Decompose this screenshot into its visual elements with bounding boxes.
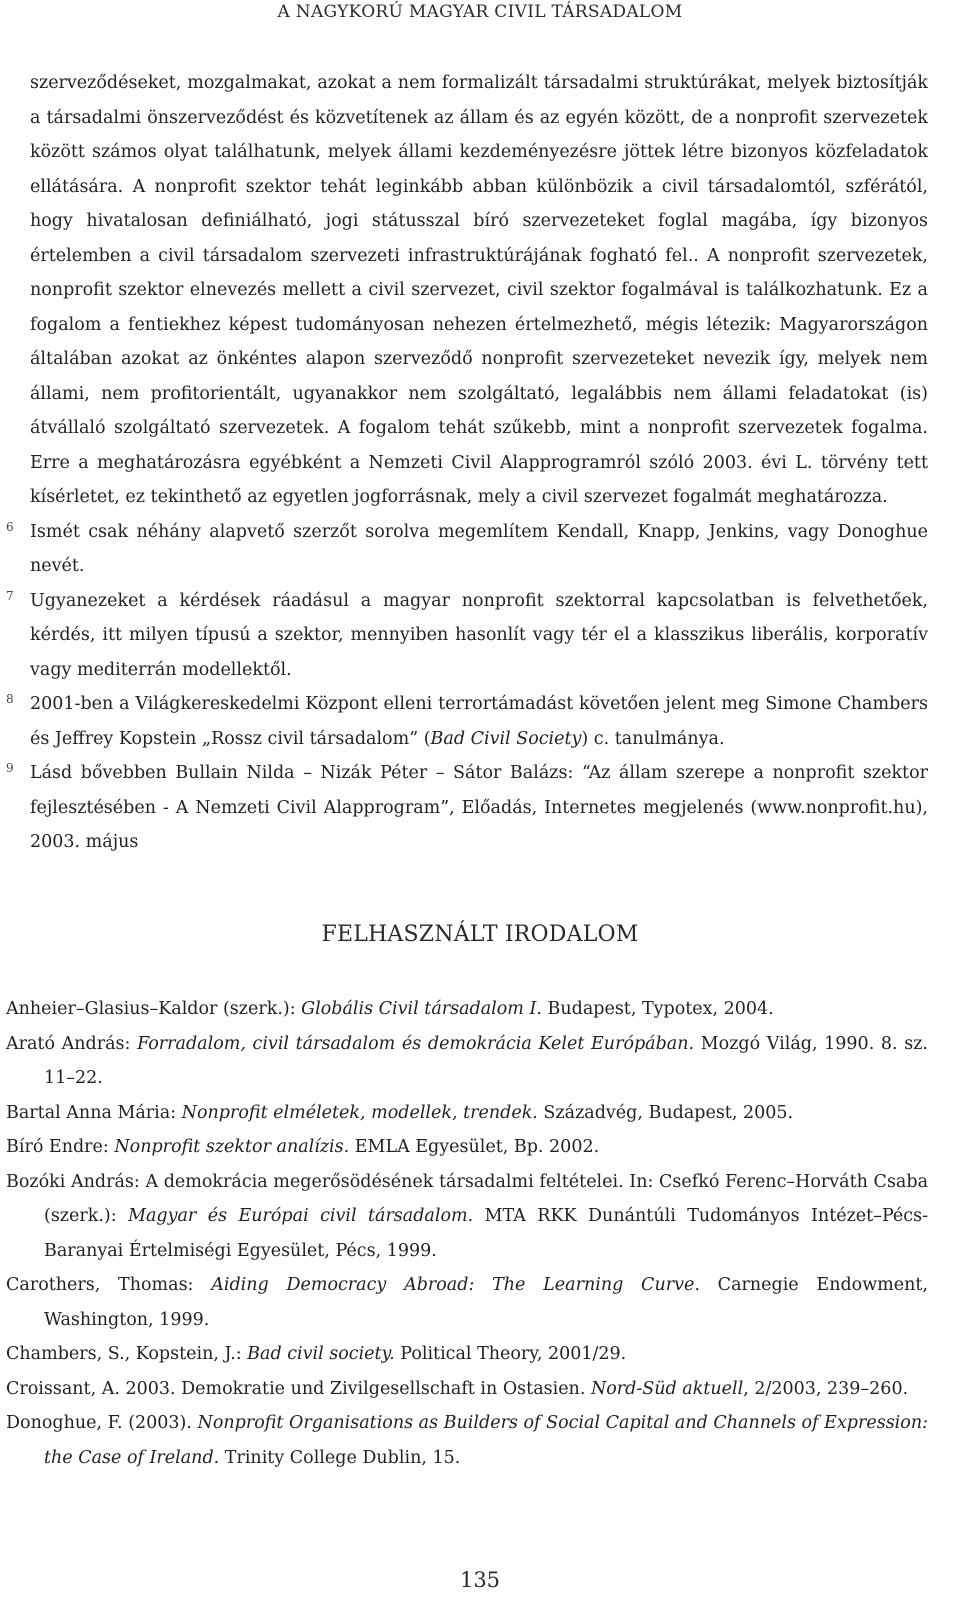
reference-details: Trinity College Dublin, 15. bbox=[219, 1447, 461, 1468]
section-title: FELHASZNÁLT IRODALOM bbox=[321, 922, 639, 947]
reference-item bbox=[6, 1337, 928, 1372]
reference-item bbox=[6, 1027, 928, 1096]
footnote-6 bbox=[6, 515, 928, 584]
footnote-number: 8 bbox=[6, 692, 14, 706]
reference-title: Nonprofit szektor analízis. bbox=[114, 1137, 350, 1157]
reference-item bbox=[6, 1165, 928, 1269]
reference-author: Bíró Endre: bbox=[6, 1137, 115, 1157]
footnote-number: 9 bbox=[6, 761, 14, 775]
reference-details: Carnegie Endowment, Washington, 1999. bbox=[44, 1275, 928, 1330]
reference-author: Anheier–Glasius–Kaldor (szerk.): bbox=[6, 999, 302, 1019]
reference-details: Political Theory, 2001/29. bbox=[394, 1344, 627, 1364]
running-head: A NAGYKORÚ MAGYAR CIVIL TÁRSADALOM bbox=[277, 2, 683, 22]
footnote-text: Lásd bővebben Bullain Nilda – Nizák Péter – Sátor Balázs: “Az állam szerepe a nonprofit szektor fejlesztésében - A Nemzeti Civil Alapprogram”, Előadás, Internetes megjelenés (www.nonprofit.hu), 2003. május bbox=[30, 763, 928, 852]
footnote-text: Ismét csak néhány alapvető szerzőt sorolva megemlítem Kendall, Knapp, Jenkins, vagy Donoghue nevét. bbox=[30, 521, 928, 576]
reference-item bbox=[6, 1096, 928, 1131]
reference-author: Chambers, S., Kopstein, J.: bbox=[6, 1344, 248, 1364]
reference-author: Croissant, A. 2003. Demokratie und Zivilgesellschaft in Ostasien. bbox=[6, 1378, 591, 1399]
footnote-9 bbox=[6, 756, 928, 860]
reference-item bbox=[6, 1406, 928, 1475]
footnote-number: 7 bbox=[6, 588, 14, 603]
reference-details: , 2/2003, 239–260. bbox=[743, 1378, 909, 1399]
reference-details: Mozgó Világ, 1990. 8. sz. 11–22. bbox=[44, 1033, 928, 1088]
reference-details: Századvég, Budapest, 2005. bbox=[537, 1102, 794, 1123]
reference-author: Donoghue, F. (2003). bbox=[6, 1413, 198, 1433]
reference-item bbox=[6, 1268, 928, 1337]
reference-author: Bozóki András: A demokrácia megerősödésének társadalmi feltételei. In: Csefkó Ferenc–Horváth Csaba (szerk.): bbox=[6, 1171, 928, 1226]
reference-title: Nonprofit elméletek, modellek, trendek. bbox=[181, 1102, 538, 1123]
reference-title: Bad civil society. bbox=[247, 1344, 395, 1364]
reference-author: Bartal Anna Mária: bbox=[6, 1102, 182, 1123]
footnote-italic-title: Bad Civil Society bbox=[430, 728, 582, 749]
reference-author: Arató András: bbox=[6, 1033, 138, 1054]
page-number: 135 bbox=[459, 1568, 501, 1592]
reference-title: Magyar és Európai civil társadalom. bbox=[128, 1206, 474, 1226]
reference-title: Aiding Democracy Abroad: The Learning Curve. bbox=[211, 1275, 700, 1295]
reference-title: Nord-Süd aktuell bbox=[590, 1378, 744, 1399]
reference-item bbox=[6, 992, 928, 1027]
reference-title: Nonprofit Organisations as Builders of Social Capital and Channels of Expression: the Case of Ireland. bbox=[44, 1413, 928, 1468]
reference-list bbox=[6, 992, 928, 1475]
reference-details: Budapest, Typotex, 2004. bbox=[541, 999, 774, 1019]
footnote-7 bbox=[6, 584, 928, 688]
footnote-text: 2001-ben a Világkereskedelmi Központ elleni terrortámadást követően jelent meg Simone Chambers és Jeffrey Kopstein „Rossz civil társadalom” ( bbox=[30, 694, 928, 749]
footnote-number: 6 bbox=[6, 519, 14, 534]
reference-item bbox=[6, 1130, 928, 1165]
footnote-continuation: szerveződéseket, mozgalmakat, azokat a nem formalizált társadalmi struktúrákat, melyek biztosítják a társadalmi önszerveződést és közvetítenek az állam és az egyén között, de a nonprofit szervezetek között számos olyat találhatunk, melyek állami kezdeményezésre jöttek létre bizonyos közfeladatok ellátására. A nonprofit szektor tehát leginkább abban különbözik a civil társadalomtól, szférától, hogy hivatalosan definiálható, jogi státusszal bíró szervezeteket foglal magába, így bizonyos értelemben a civil társadalom szervezeti infrastruktúrájának fogható fel.. A nonprofit szervezetek, nonprofit szektor elnevezés mellett a civil szervezet, civil szektor fogalmával is találkozhatunk. Ez a fogalom a fentiekhez képest tudományosan nehezen értelmezhető, mégis létezik: Magyarországon általában azokat az önkéntes alapon szerveződő nonprofit szervezeteket nevezik így, melyek nem állami, nem profitorientált, ugyanakkor nem szolgáltató, legalábbis nem állami feladatokat (is) átvállaló szolgáltató szervezetek. A fogalom tehát szűkebb, mint a nonprofit szervezetek fogalma. Erre a meghatározásra egyébként a Nemzeti Civil Alapprogramról szóló 2003. évi L. törvény tett kísérletet, ez tekinthető az egyetlen jogforrásnak, mely a civil szervezet fogalmát meghatározza. bbox=[30, 73, 928, 507]
reference-item bbox=[6, 1372, 928, 1407]
footnote-text: Ugyanezeket a kérdések ráadásul a magyar nonprofit szektorral kapcsolatban is felvethetőek, kérdés, itt milyen típusú a szektor, mennyiben hasonlít vagy tér el a klasszikus liberális, korporatív vagy mediterrán modellektől. bbox=[30, 590, 928, 680]
reference-details: EMLA Egyesület, Bp. 2002. bbox=[349, 1137, 600, 1157]
reference-details: MTA RKK Dunántúli Tudományos Intézet–Pécs-Baranyai Értelmiségi Egyesület, Pécs, 1999. bbox=[44, 1206, 928, 1261]
footnotes-block bbox=[6, 66, 928, 860]
reference-author: Carothers, Thomas: bbox=[6, 1275, 212, 1295]
reference-title: Forradalom, civil társadalom és demokrácia Kelet Európában. bbox=[137, 1033, 695, 1054]
footnote-text-end: ) c. tanulmánya. bbox=[581, 728, 725, 749]
footnote-8 bbox=[6, 687, 928, 756]
reference-title: Globális Civil társadalom I. bbox=[301, 999, 542, 1019]
